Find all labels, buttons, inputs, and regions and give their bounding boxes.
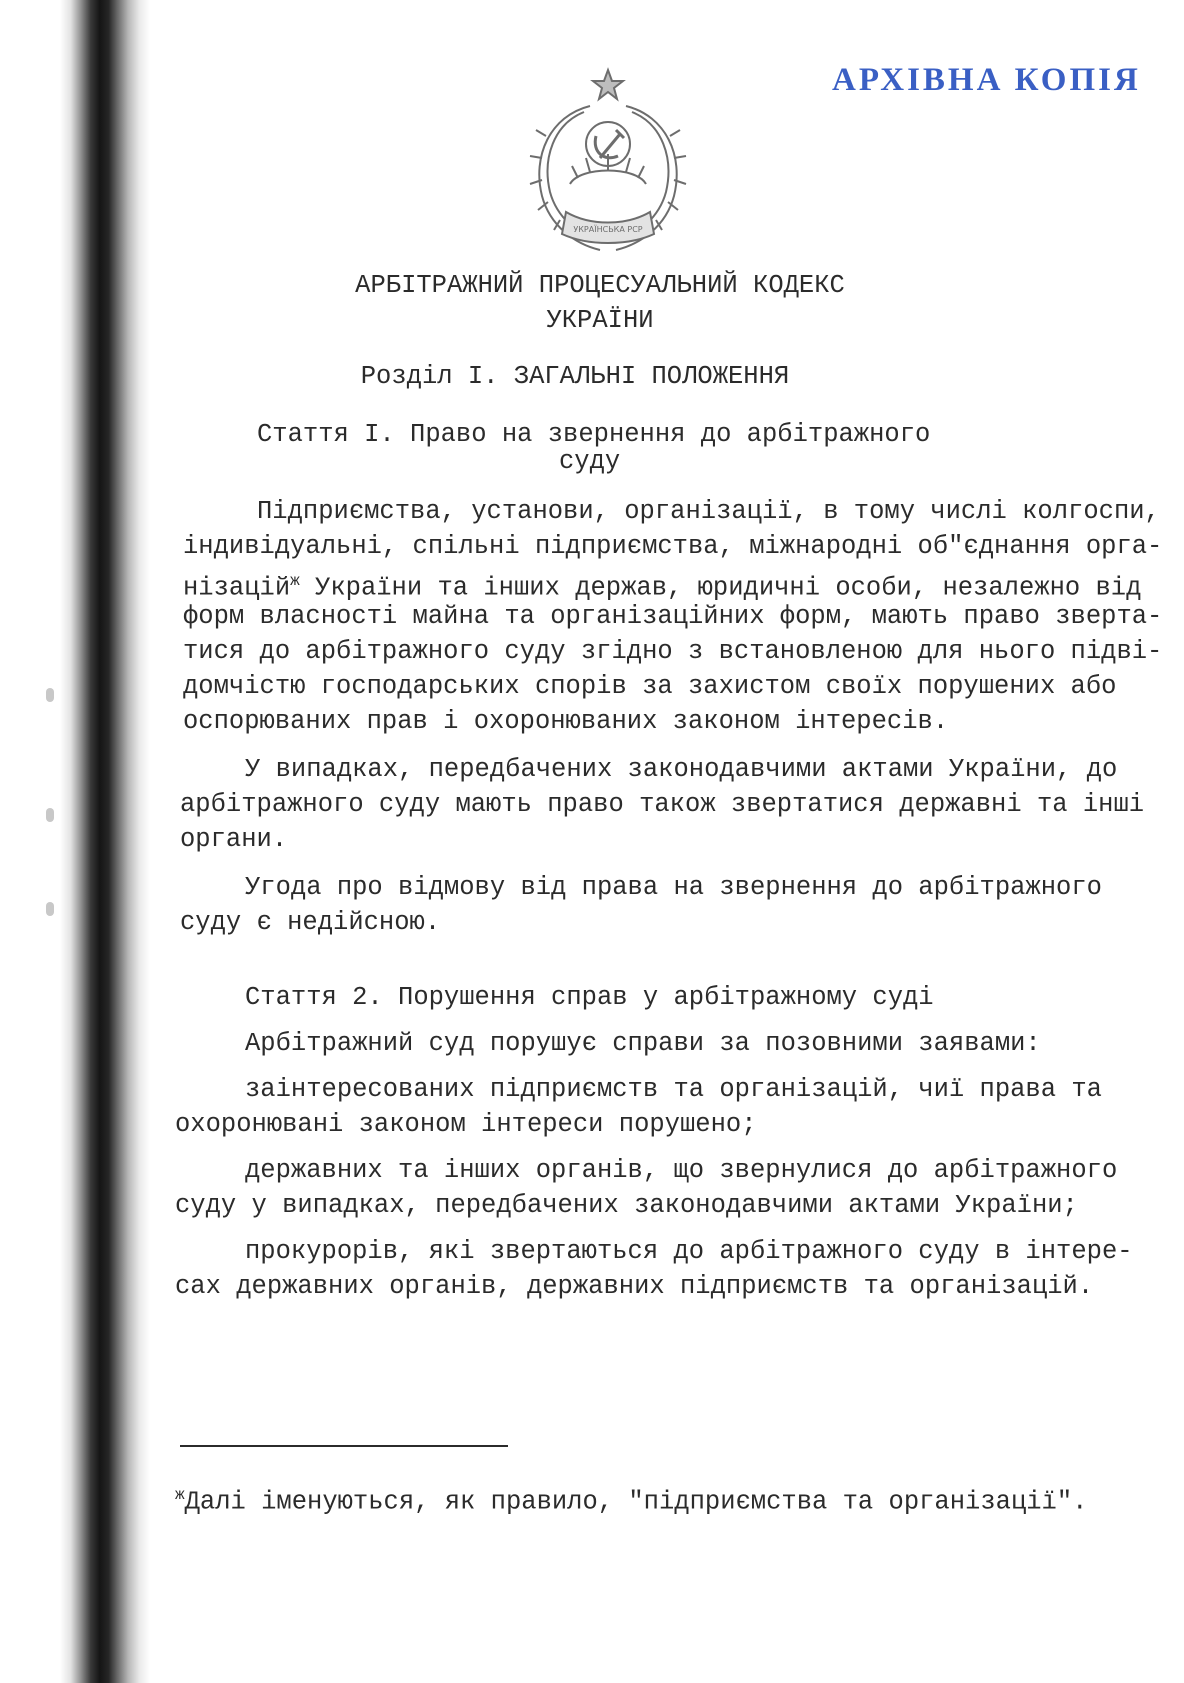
article-1-paragraph-line: арбітражного суду мають право також звертатися державні та інші <box>180 790 1145 819</box>
article-2-item-line: сах державних органів, державних підприємств та організацій. <box>175 1272 1094 1301</box>
article-2-intro: Арбітражний суд порушує справи за позовними заявами: <box>245 1029 1041 1058</box>
scan-punch-mark <box>46 902 54 916</box>
scan-binding-shadow <box>60 0 150 1683</box>
article-1-heading-continued: суду <box>559 447 621 476</box>
article-2-item-line: суду у випадках, передбачених законодавчими актами України; <box>175 1191 1078 1220</box>
article-1-heading: Стаття І. Право на звернення до арбітражного <box>257 420 931 449</box>
article-2-item-line: охоронювані законом інтереси порушено; <box>175 1110 757 1139</box>
article-2-item-line: заінтересованих підприємств та організацій, чиї права та <box>245 1075 1102 1104</box>
article-1-paragraph-line: органи. <box>180 825 288 854</box>
article-1-paragraph-line: суду є недійсною. <box>180 908 441 937</box>
coat-of-arms-icon <box>520 66 696 256</box>
scan-punch-mark <box>46 808 54 822</box>
footnote-text: Далі іменуються, як правило, "підприємства та організації". <box>184 1487 1088 1517</box>
archive-copy-stamp: АРХІВНА КОПІЯ <box>832 62 1141 98</box>
footnote <box>175 1478 1087 1520</box>
footnote-reference: ж <box>290 572 300 590</box>
section-heading: Розділ І. ЗАГАЛЬНІ ПОЛОЖЕННЯ <box>360 362 790 391</box>
footnote-divider <box>180 1445 508 1447</box>
article-1-paragraph-line: тися до арбітражного суду згідно з встановленою для нього підві- <box>183 637 1163 666</box>
article-1-paragraph-line: домчістю господарських спорів за захистом своїх порушених або <box>183 672 1117 701</box>
organization-word: нізацій <box>183 573 291 603</box>
article-2-item-line: прокурорів, які звертаються до арбітражного суду в інтере- <box>245 1237 1133 1266</box>
scan-punch-mark <box>46 688 54 702</box>
article-1-paragraph-line: індивідуальні, спільні підприємства, міжнародні об"єднання орга- <box>183 532 1163 561</box>
footnote-mark: ж <box>175 1486 185 1504</box>
article-1-paragraph-line: оспорюваних прав і охоронюваних законом інтересів. <box>183 707 949 736</box>
article-2-item-line: державних та інших органів, що звернулися до арбітражного <box>245 1156 1118 1185</box>
svg-text:УКРАЇНСЬКА РСР: УКРАЇНСЬКА РСР <box>573 225 643 234</box>
article-2-heading: Стаття 2. Порушення справ у арбітражному суді <box>245 983 934 1012</box>
document-title-line2: УКРАЇНИ <box>546 306 654 335</box>
organization-line-rest: України та інших держав, юридичні особи, незалежно від <box>315 573 1142 603</box>
article-1-paragraph-line: Підприємства, установи, організації, в тому числі колгоспи, <box>257 497 1160 526</box>
document-title-line1: АРБІТРАЖНИЙ ПРОЦЕСУАЛЬНИЙ КОДЕКС <box>355 271 845 300</box>
article-1-paragraph-line: Угода про відмову від права на звернення до арбітражного <box>245 873 1102 902</box>
article-1-paragraph-line: У випадках, передбачених законодавчими актами України, до <box>245 755 1118 784</box>
article-1-paragraph-line: форм власності майна та організаційних форм, мають право зверта- <box>183 602 1163 631</box>
